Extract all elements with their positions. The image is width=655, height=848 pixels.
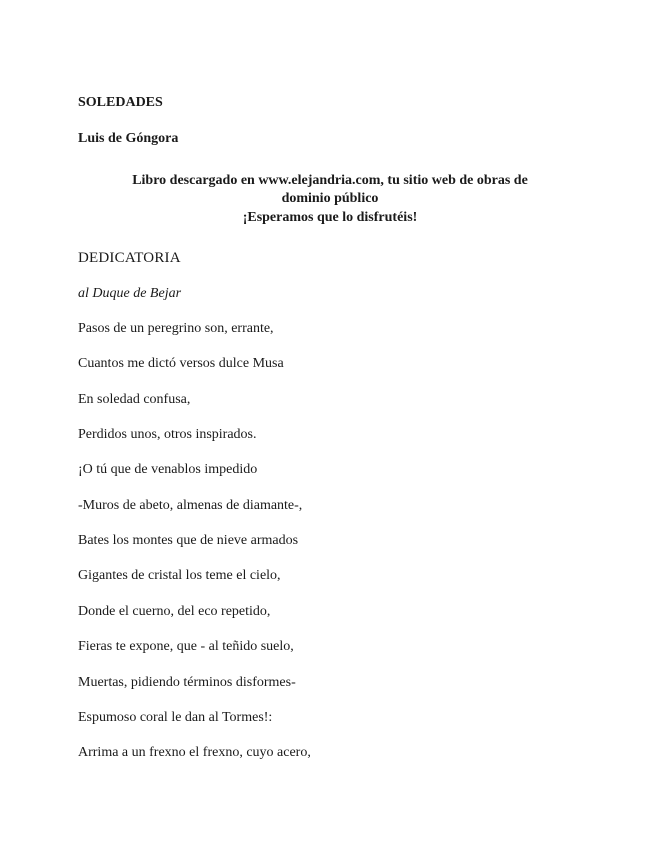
section-heading: DEDICATORIA: [78, 250, 181, 266]
verse-line: Gigantes de cristal los teme el cielo,: [78, 568, 281, 583]
verse-line: En soledad confusa,: [78, 392, 191, 407]
verse-line: Fieras te expone, que - al teñido suelo,: [78, 639, 294, 654]
verse-line: ¡O tú que de venablos impedido: [78, 462, 258, 477]
download-notice-line-3: ¡Esperamos que lo disfrutéis!: [242, 210, 418, 225]
verse-line: Muertas, pidiendo términos disformes-: [78, 675, 296, 690]
download-notice-line-1: Libro descargado en www.elejandria.com, tu sitio web de obras de: [132, 173, 528, 188]
verse-line: Pasos de un peregrino son, errante,: [78, 321, 274, 336]
verse-line: Bates los montes que de nieve armados: [78, 533, 299, 548]
verse-line: -Muros de abeto, almenas de diamante-,: [78, 498, 303, 513]
verse-line: Arrima a un frexno el frexno, cuyo acero,: [78, 745, 311, 760]
verse-line: Espumoso coral le dan al Tormes!:: [78, 710, 273, 725]
document-author: Luis de Góngora: [78, 131, 179, 146]
verse-line: Cuantos me dictó versos dulce Musa: [78, 356, 284, 371]
download-notice-line-2: dominio público: [281, 191, 379, 206]
verse-line: Donde el cuerno, del eco repetido,: [78, 604, 271, 619]
document-title: SOLEDADES: [78, 95, 163, 110]
verse-line: Perdidos unos, otros inspirados.: [78, 427, 257, 442]
dedication-line: al Duque de Bejar: [78, 286, 182, 301]
